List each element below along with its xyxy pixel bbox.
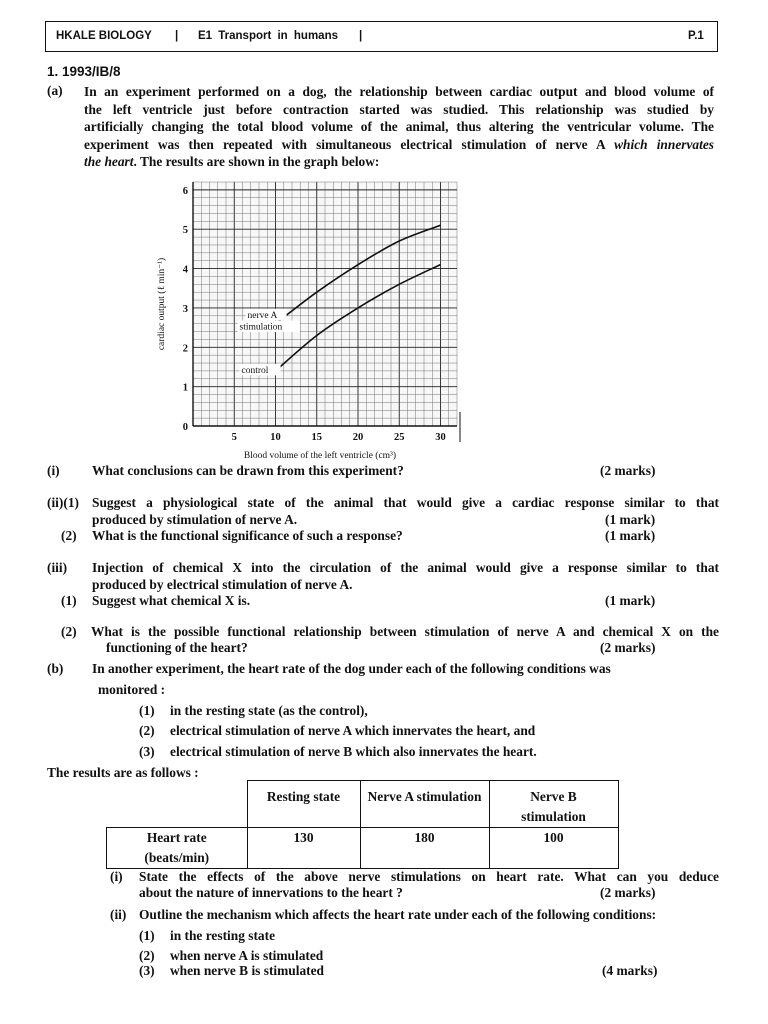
q-iii-text: produced by electrical stimulation of nerve A. bbox=[92, 577, 353, 592]
row-label: Heart rate (beats/min) bbox=[107, 828, 248, 869]
y-tick-label: 2 bbox=[182, 343, 188, 355]
x-tick-label: 30 bbox=[435, 432, 446, 443]
table-header: Resting state bbox=[247, 781, 360, 828]
cardiac-output-graph bbox=[150, 172, 470, 462]
q-iii-label: (iii) bbox=[47, 560, 68, 575]
q-b-ii-label: (ii) bbox=[110, 907, 127, 922]
x-tick-label: 5 bbox=[231, 432, 237, 443]
x-axis-label: Blood volume of the left ventricle (cm³) bbox=[243, 451, 397, 461]
question-number: 1. 1993/IB/8 bbox=[47, 64, 121, 79]
q-ii1-label: (ii)(1) bbox=[47, 495, 79, 510]
header-page-number: P.1 bbox=[688, 30, 704, 42]
header-subject: HKALE BIOLOGY bbox=[56, 30, 152, 42]
y-tick-label: 5 bbox=[182, 225, 188, 237]
part-a-line: experiment was then repeated with simultaneous electrical stimulation of nerve A which innervates bbox=[84, 136, 714, 152]
condition-number: (2) bbox=[139, 948, 155, 963]
q-ii1-text: Suggest a physiological state of the animal that would give a cardiac response similar to that bbox=[92, 495, 719, 510]
y-tick-label: 6 bbox=[182, 185, 188, 197]
results-table bbox=[106, 780, 619, 869]
part-a-paragraph bbox=[84, 83, 714, 171]
part-a-label: (a) bbox=[47, 83, 63, 98]
q-iii-text: Injection of chemical X into the circulation of the animal would give a response similar to that bbox=[92, 560, 719, 575]
table-cell: 100 bbox=[489, 828, 618, 869]
q-b-ii-text: Outline the mechanism which affects the heart rate under each of the following conditions: bbox=[139, 907, 657, 922]
condition-text: electrical stimulation of nerve B which also innervates the heart. bbox=[170, 744, 537, 759]
table-header: Nerve A stimulation bbox=[360, 781, 489, 828]
x-tick-label: 25 bbox=[394, 432, 405, 443]
condition-number: (1) bbox=[139, 928, 155, 943]
part-b-text: In another experiment, the heart rate of the dog under each of the following conditions was bbox=[92, 661, 611, 676]
q-ii1-text: produced by stimulation of nerve A. bbox=[92, 512, 298, 527]
q-iii2-marks: (2 marks) bbox=[600, 640, 656, 655]
condition-text: electrical stimulation of nerve A which innervates the heart, and bbox=[170, 723, 536, 738]
q-b-ii-marks: (4 marks) bbox=[602, 963, 658, 978]
q-iii2-label: (2) bbox=[61, 624, 77, 639]
q-iii2-text: functioning of the heart? bbox=[106, 640, 248, 655]
table-row bbox=[107, 781, 619, 828]
condition-number: (3) bbox=[139, 744, 155, 759]
q-b-i-text: State the effects of the above nerve stimulations on heart rate. What can you deduce bbox=[139, 869, 719, 884]
x-tick-label: 10 bbox=[270, 432, 281, 443]
q-i-marks: (2 marks) bbox=[600, 463, 656, 478]
table-row bbox=[107, 828, 619, 869]
header-separator: | bbox=[175, 30, 179, 42]
condition-number: (1) bbox=[139, 703, 155, 718]
part-a-line: the heart. The results are shown in the graph below: bbox=[84, 154, 380, 169]
y-tick-label: 3 bbox=[182, 303, 188, 315]
q-i-text: What conclusions can be drawn from this experiment? bbox=[92, 463, 404, 478]
q-ii2-label: (2) bbox=[61, 528, 77, 543]
condition-number: (3) bbox=[139, 963, 155, 978]
part-a-line: the left ventricle just before contraction started was studied. This relationship was studied by bbox=[84, 101, 714, 117]
q-i-label: (i) bbox=[47, 463, 60, 478]
q-iii1-marks: (1 mark) bbox=[605, 593, 656, 608]
part-a-line: artificially changing the total blood volume of the animal, thus altering the ventricular volume. The bbox=[84, 119, 714, 134]
part-b-text: monitored : bbox=[98, 682, 166, 697]
q-iii1-label: (1) bbox=[61, 593, 77, 608]
condition-text: when nerve A is stimulated bbox=[170, 948, 324, 963]
x-tick-label: 15 bbox=[311, 432, 322, 443]
q-ii2-text: What is the functional significance of such a response? bbox=[92, 528, 403, 543]
nerve-a-label: nerve A bbox=[247, 310, 278, 321]
header-topic: E1 Transport in humans bbox=[198, 30, 338, 42]
condition-text: in the resting state bbox=[170, 928, 276, 943]
q-ii1-marks: (1 mark) bbox=[605, 512, 656, 527]
q-iii2-text: What is the possible functional relationship between stimulation of nerve A and chemical X on the bbox=[91, 624, 719, 639]
results-intro: The results are as follows : bbox=[47, 765, 199, 780]
condition-text: in the resting state (as the control), bbox=[170, 703, 368, 718]
q-b-i-text: about the nature of innervations to the heart ? bbox=[139, 885, 403, 900]
condition-number: (2) bbox=[139, 723, 155, 738]
y-tick-label: 1 bbox=[182, 382, 188, 394]
table-cell: 180 bbox=[360, 828, 489, 869]
y-tick-label: 4 bbox=[182, 264, 188, 276]
table-header: Nerve B stimulation bbox=[489, 781, 618, 828]
part-a-line: In an experiment performed on a dog, the relationship between cardiac output and blood volume of bbox=[84, 84, 714, 99]
table-cell: 130 bbox=[247, 828, 360, 869]
y-axis-label: cardiac output (ℓ min⁻¹) bbox=[157, 257, 167, 351]
q-b-i-label: (i) bbox=[110, 869, 123, 884]
condition-text: when nerve B is stimulated bbox=[170, 963, 324, 978]
control-label: control bbox=[241, 365, 269, 376]
q-b-i-marks: (2 marks) bbox=[600, 885, 656, 900]
q-iii1-text: Suggest what chemical X is. bbox=[92, 593, 251, 608]
y-tick-label: 0 bbox=[182, 422, 188, 433]
nerve-a-label: stimulation bbox=[239, 322, 283, 333]
header-separator: | bbox=[359, 30, 363, 42]
x-tick-label: 20 bbox=[352, 432, 364, 443]
q-ii2-marks: (1 mark) bbox=[605, 528, 656, 543]
part-b-label: (b) bbox=[47, 661, 64, 676]
